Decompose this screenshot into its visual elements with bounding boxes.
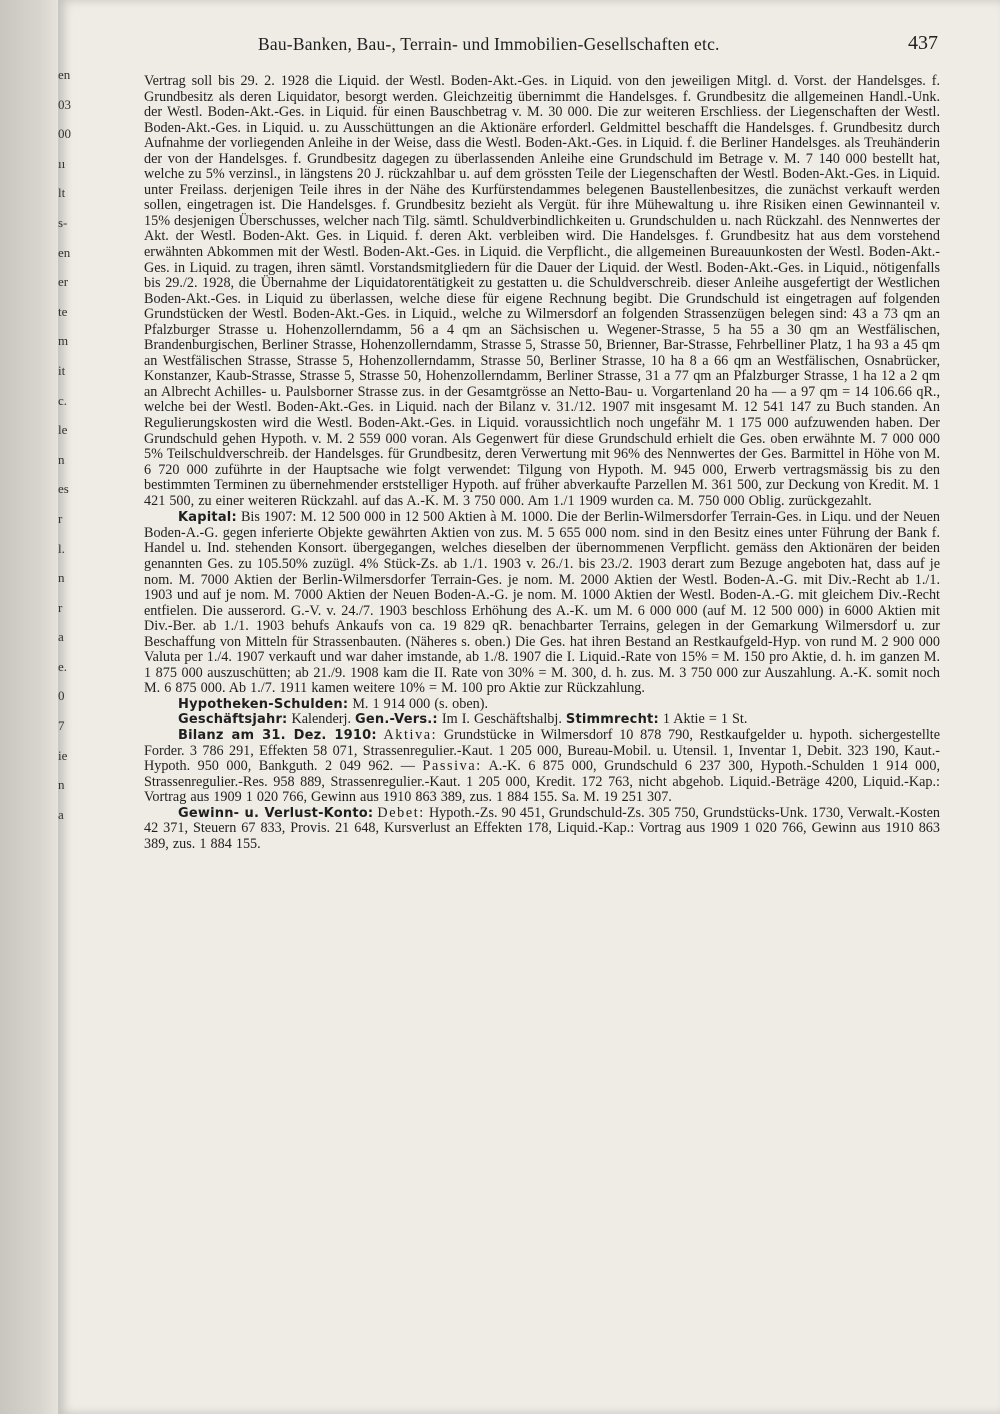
kapital-label: Kapital:: [178, 510, 237, 526]
debet-text: Hypoth.-Zs. 90 451, Grundschuld-Zs. 305 750, Grundstücks-Unk. 1730, Verwalt.-Kosten 42 371, Steuern 67 833, Provis. 21 648, Kursverlust an Effekten 178, Liquid.-Kap.: Vortrag aus 1909 1 020 766, Gewinn aus 1910 863 389, zus. 1 884 155.: [144, 804, 941, 852]
margin-fragment: s-: [58, 214, 68, 230]
margin-fragment: c.: [58, 392, 68, 408]
margin-fragment: n: [58, 451, 65, 467]
genvers-label: Gen.-Vers.:: [355, 712, 438, 728]
aktiva-label: Aktiva:: [383, 726, 438, 743]
hypotheken-text: M. 1 914 000 (s. oben).: [352, 695, 489, 712]
margin-fragment: a: [58, 629, 64, 645]
geschaeftsjahr-text: Kalenderj.: [291, 711, 351, 728]
debet-label: Debet:: [377, 804, 425, 821]
margin-fragment: a: [58, 806, 64, 822]
margin-fragment: m: [58, 333, 69, 349]
margin-fragment: 7: [58, 718, 65, 734]
margin-fragment: te: [58, 303, 68, 319]
article-body: [144, 74, 940, 852]
margin-fragment: r: [58, 599, 63, 615]
margin-fragment: n: [58, 570, 65, 586]
gewinn-verlust-label: Gewinn- u. Verlust-Konto:: [178, 805, 374, 821]
margin-fragment: lt: [58, 185, 66, 201]
header-title: Bau-Banken, Bau-, Terrain- und Immobilien-Gesellschaften etc.: [258, 34, 720, 54]
paragraph-kapital: [144, 510, 940, 697]
margin-fragment: es: [58, 481, 69, 497]
stimmrecht-text: 1 Aktie = 1 St.: [662, 711, 748, 728]
margin-fragment: n: [58, 777, 65, 793]
margin-fragment: 03: [58, 96, 71, 112]
paragraph-bilanz: [144, 728, 940, 806]
margin-fragment: 0: [58, 688, 65, 704]
geschaeftsjahr-label: Geschäftsjahr:: [178, 712, 288, 728]
stimmrecht-label: Stimmrecht:: [565, 712, 659, 728]
margin-fragment: r: [58, 510, 63, 526]
margin-fragment: en: [58, 244, 71, 260]
hypotheken-label: Hypotheken-Schulden:: [178, 696, 349, 712]
margin-fragment: en: [58, 67, 71, 82]
page-gutter: [0, 0, 58, 1414]
margin-fragment: l.: [58, 540, 65, 556]
passiva-label: Passiva:: [422, 758, 482, 775]
margin-fragment: e.: [58, 658, 68, 674]
margin-fragment: it: [58, 362, 66, 378]
paragraph-geschaeftsjahr: [144, 712, 940, 728]
aktiva-text: Grundstücke in Wilmersdorf 10 878 790, Restkaufgelder u. hypoth. sichergestellte Forder. 3 786 291, Effekten 58 071, Strassenregulier.-Kaut. 1 205 000, Bureau-Mobil. u. Utensil. 1, Inventar 1, Debit. 323 190, Kaut.-Hypoth. 950 000, Bankguth. 2 049 962. —: [144, 726, 941, 775]
genvers-text: Im I. Geschäftshalbj.: [441, 711, 562, 728]
page-number: 437: [908, 32, 938, 54]
paragraph-hypotheken: [144, 697, 940, 713]
running-header: [258, 34, 938, 62]
document-page: [58, 0, 1000, 1414]
margin-fragment: ie: [58, 747, 68, 763]
margin-fragment: er: [58, 274, 69, 290]
margin-fragment: 00: [58, 126, 71, 142]
left-margin-fragments: [58, 60, 72, 829]
margin-fragment: ıı: [58, 155, 66, 171]
kapital-text: Bis 1907: M. 12 500 000 in 12 500 Aktien à M. 1000. Die der Berlin-Wilmersdorfer Terrain-Ges. in Liqu. und der Neuen Boden-A.-G. gegen inferierte Objekte gewährten Aktien von zus. M. 5 655 000 nom. sind in den Besitz eines unter Führung der Bank f. Handel u. Ind. stehenden Konsort. übergegangen, welches dieselben der übernommenen Verpflicht. gemäss den Aktionären der beiden genannten Ges. zu 105.50% zuzügl. 4% Stück-Zs. ab 1./1. 1903 v. 26./1. bis 23./2. 1903 derart zum Bezuge angeboten hat, dass auf je nom. M. 7000 Aktien der Berlin-Wilmersdorfer Terrain-Ges. je nom. M. 2000 Aktien der Westl. Boden-A.-G. mit Div.-Recht ab 1./1. 1903 und auf je nom. M. 7000 Aktien der Neuen Boden-A.-G. je nom. M. 1000 Aktien der Westl. Boden-A.-G. mit gleichem Div.-Recht entfielen. Die ausserord. G.-V. v. 24./7. 1903 beschloss Erhöhung des A.-K. um M. 6 000 000 (auf M. 12 500 000) in 6000 Aktien mit Div.-Ber. ab 1./1. 1903 behufs Ankaufs von ca. 19 829 qR. benachbarter Terrains, gelegen in der Gemarkung Wilmersdorf u. zur Beschaffung von Mitteln für Strassenbauten. (Näheres s. oben.) Die Ges. hat ihren Bestand an Restkaufgeld-Hyp. von rund M. 2 900 000 Valuta per 1./4. 1907 verkauft und war daher imstande, ab 1./8. 1907 die I. Liquid.-Rate von 15% = M. 150 pro Aktie, d. h. im ganzen M. 1 875 000 auszuschütten; ab 21./9. 1908 kam die II. Rate von 30% = M. 300, d. h. zus. M. 3 750 000 zur Auszahlung. A.-K. somit noch M. 6 875 000. Ab 1./7. 1911 kamen weitere 10% = M. 100 pro Aktie zur Rückzahlung.: [144, 509, 941, 697]
margin-fragment: le: [58, 422, 68, 438]
paragraph-vertrag: Vertrag soll bis 29. 2. 1928 die Liquid. der Westl. Boden-Akt.-Ges. in Liquid. von den jeweiligen Mitgl. d. Vorst. der Handelsges. f. Grundbesitz als deren Liquidator, besorgt werden. Gleichzeitig übernimmt die Handelsges. f. Grundbesitz die allgemeinen Handl.-Unk. der Westl. Boden-Akt.-Ges. in Liquid. für einen Bauschbetrag v. M. 30 000. Die zur weiteren Erschliess. der Liegenschaften der Westl. Boden-Akt.-Ges. in Liquid. u. zu Ausschüttungen an die Aktionäre erforderl. Geldmittel beschafft die Handelsges. f. Grundbesitz durch Aufnahme der vorliegenden Anleihe in der Weise, dass die Westl. Boden-Akt.-Ges. in Liquid. f. die Berliner Handelsges. als Treuhänderin der von der Handelsges. f. Grundbesitz dagegen zu überlassenden Anleihe eine Grundschuld im Betrage v. M. 7 140 000 bestellt hat, welche zu 5% verzinsl., in längstens 20 J. rückzahlbar u. auf dem grössten Teile der Liegenschaften der Westl. Boden-Akt.-Ges. in Liquid. unter Freilass. derjenigen Teile ihres in der Nähe des Kurfürstendammes belegenen Baustellenbesitzes, die zunächst verkauft werden sollen, eingetragen ist. Die Handelsges. f. Grundbesitz bezieht als Vergüt. für ihre Mühewaltung u. ihre Risiken einen Gewinnanteil v. 15% desjenigen Überschusses, welcher nach Tilg. sämtl. Schuldverbindlichkeiten u. Grundschulden u. nach Rückzahl. des Nennwertes der Akt. der Westl. Boden-Akt. Ges. in Liquid. f. deren Akt. verbleiben wird. Die Handelsges. f. Grundbesitz hat aus dem vorstehend erwähnten Abkommen mit der Westl. Boden-Akt.-Ges. in Liquid. die Verpflicht., die allgemeinen Bureauunkosten der Westl. Boden-Akt.-Ges. in Liquid. zu tragen, ihren sämtl. Vorstandsmitgliedern für die Dauer der Liquid. der Westl. Boden-Akt.-Ges. in Liquid., nötigenfalls bis 29./2. 1928, die Übernahme der Liquidatorentätigkeit zu gestatten u. die Schuldverschreib. dieser Anleihe ausgefertigt der Westlichen Boden-Akt.-Ges. in Liquid zu überlassen, welche diese für eigene Rechnung begibt. Die Grundschuld ist eingetragen auf folgenden Grundstücken der Westl. Boden-Akt.-Ges. in Liquid., welche zu Wilmersdorf an folgenden Strassenzügen belegen sind: 43 a 73 qm an Pfalzburger Strasse u. Hohenzollerndamm, 56 a 4 qm an Sächsischen u. Wegener-Strasse, 5 ha 55 a 30 qm an Westfälischen, Brandenburgischen, Berliner Strasse, Hohenzollerndamm, Strasse 5, Strasse 50, Brienner, Bar-Strasse, Fehrbelliner Platz, 1 ha 93 a 45 qm an Westfälischen Strasse, Strasse 5, Hohenzollerndamm, Strasse 50, Berliner Strasse, 10 ha 8 a 66 qm an Westfälischen, Osnabrücker, Konstanzer, Kaub-Strasse, Strasse 5, Strasse 50, Hohenzollerndamm, Berliner Strasse, 31 a 77 qm an Pfalzburger Strasse, 1 ha 12 a 2 qm an Albrecht Achilles- u. Paulsborner Strasse zus. in der Gesamtgrösse an Netto-Bau- u. Vorgartenland 20 ha — a 97 qm = 14 106.66 qR., welche bei der Westl. Boden-Akt.-Ges. in Liquid. nach der Bilanz v. 31./12. 1907 mit insgesamt M. 12 541 147 zu Buch standen. An Regulierungskosten wird die Westl. Boden-Akt.-Ges. in Liquid. voraussichtlich noch ungefähr M. 1 175 000 aufzuwenden haben. Der Grundschuld gehen Hypoth. v. M. 2 559 000 voran. Als Gegenwert für diese Grundschuld erhielt die Ges. oben erwähnte M. 7 000 000 5% Teilschuldverschreib. der Handelsges. für Grundbesitz, deren Verwertung mit 96% des Nennwertes der Ges. Barmittel in Höhe von M. 6 720 000 zuführte in der Hauptsache wie folgt verwendet: Tilgung von Hypoth. M. 945 000, Erwerb vertragsmässig bis zu den bestimmten Terminen zu übernehmender erststelliger Hypoth. auf früher abverkaufte Parzellen M. 361 500, zur Deckung von Kredit. M. 1 421 500, zu einer weiteren Rückzahl. auf das A.-K. M. 3 750 000. Am 1./1 1909 wurden ca. M. 750 000 Oblig. zurückgezahlt.: [144, 73, 940, 509]
paragraph-gewinn-verlust: [144, 806, 940, 853]
passiva-text: A.-K. 6 875 000, Grundschuld 6 237 300, Hypoth.-Schulden 1 914 000, Strassenregulier.-Res. 958 889, Strassenregulier.-Kaut. 1 205 000, Kredit. 172 763, nicht abgehob. Liquid.-Beträge 4200, Liquid.-Kap.: Vortrag aus 1909 1 020 766, Gewinn aus 1910 863 389, zus. 1 884 155. Sa. M. 19 251 307.: [144, 758, 941, 806]
bilanz-label: Bilanz am 31. Dez. 1910:: [178, 727, 377, 743]
